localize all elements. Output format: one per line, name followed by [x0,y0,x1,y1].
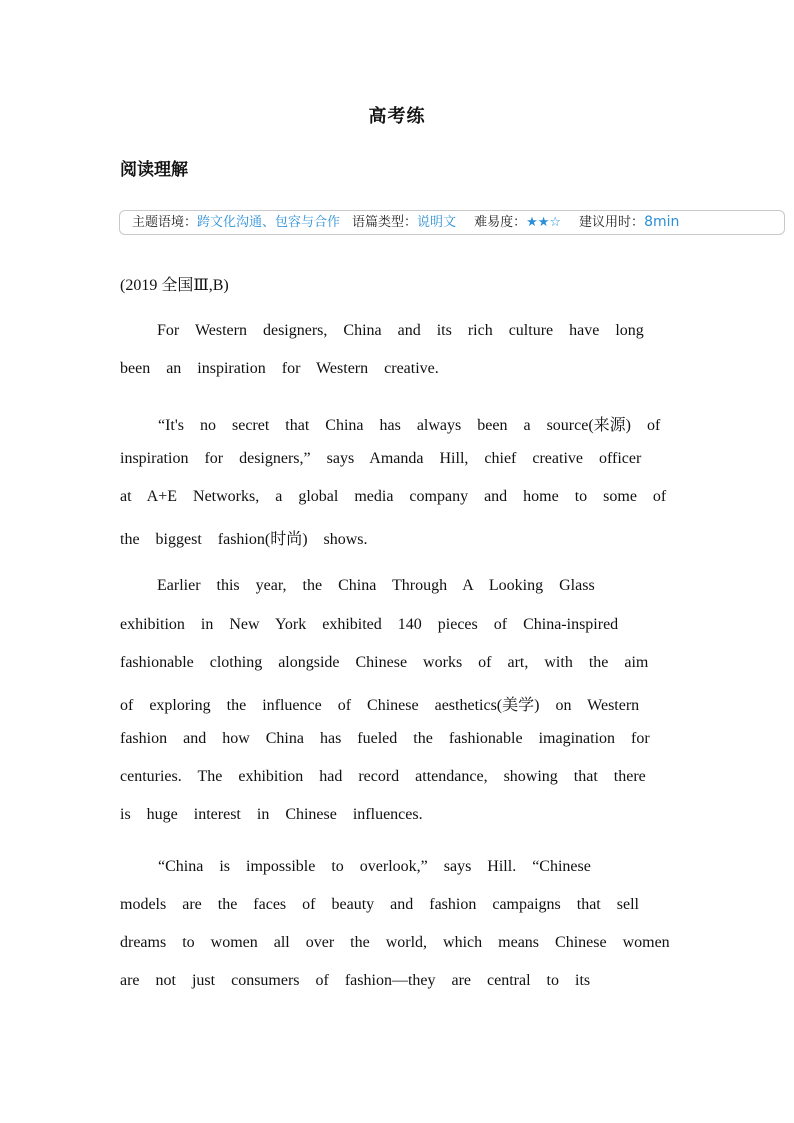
difficulty-stars: ★★☆ [526,215,562,230]
text-line: “China is impossible to overlook,” says Hill. “Chinese [158,858,591,875]
section-heading: 阅读理解 [120,160,188,180]
text-line: “It's no secret that China has always been a source(来源) of [158,417,661,434]
text-line: at A+E Networks, a global media company and home to some of [120,488,667,505]
text-line: fashion and how China has fueled the fashionable imagination for [120,730,650,747]
text-line: the biggest fashion(时尚) shows. [120,531,368,548]
topic-value: 跨文化沟通、包容与合作 [197,215,341,230]
text-line: is huge interest in Chinese influences. [120,806,423,823]
text-line: dreams to women all over the world, which means Chinese women [120,934,670,951]
text-line: are not just consumers of fashion—they are central to its [120,972,591,989]
genre-value: 说明文 [417,215,457,230]
text-line: Earlier this year, the China Through A Looking Glass [157,577,595,594]
genre-label: 语篇类型： [352,215,418,230]
text-line: inspiration for designers,” says Amanda Hill, chief creative officer [120,450,642,467]
difficulty-label: 难易度： [474,215,527,230]
time-label: 建议用时： [579,215,645,230]
time-value: 8min [644,214,680,230]
text-line: models are the faces of beauty and fashion campaigns that sell [120,896,639,913]
text-line: of exploring the influence of Chinese aesthetics(美学) on Western [120,697,640,714]
source-citation: (2019 全国Ⅲ,B) [120,277,229,294]
text-line: For Western designers, China and its rich culture have long [157,322,644,339]
text-line: been an inspiration for Western creative. [120,360,439,377]
text-line: centuries. The exhibition had record attendance, showing that there [120,768,646,785]
text-line: fashionable clothing alongside Chinese works of art, with the aim [120,654,649,671]
page-title: 高考练 [368,106,426,127]
topic-label: 主题语境： [132,215,198,230]
text-line: exhibition in New York exhibited 140 pieces of China-inspired [120,616,619,633]
info-bar [119,210,785,235]
